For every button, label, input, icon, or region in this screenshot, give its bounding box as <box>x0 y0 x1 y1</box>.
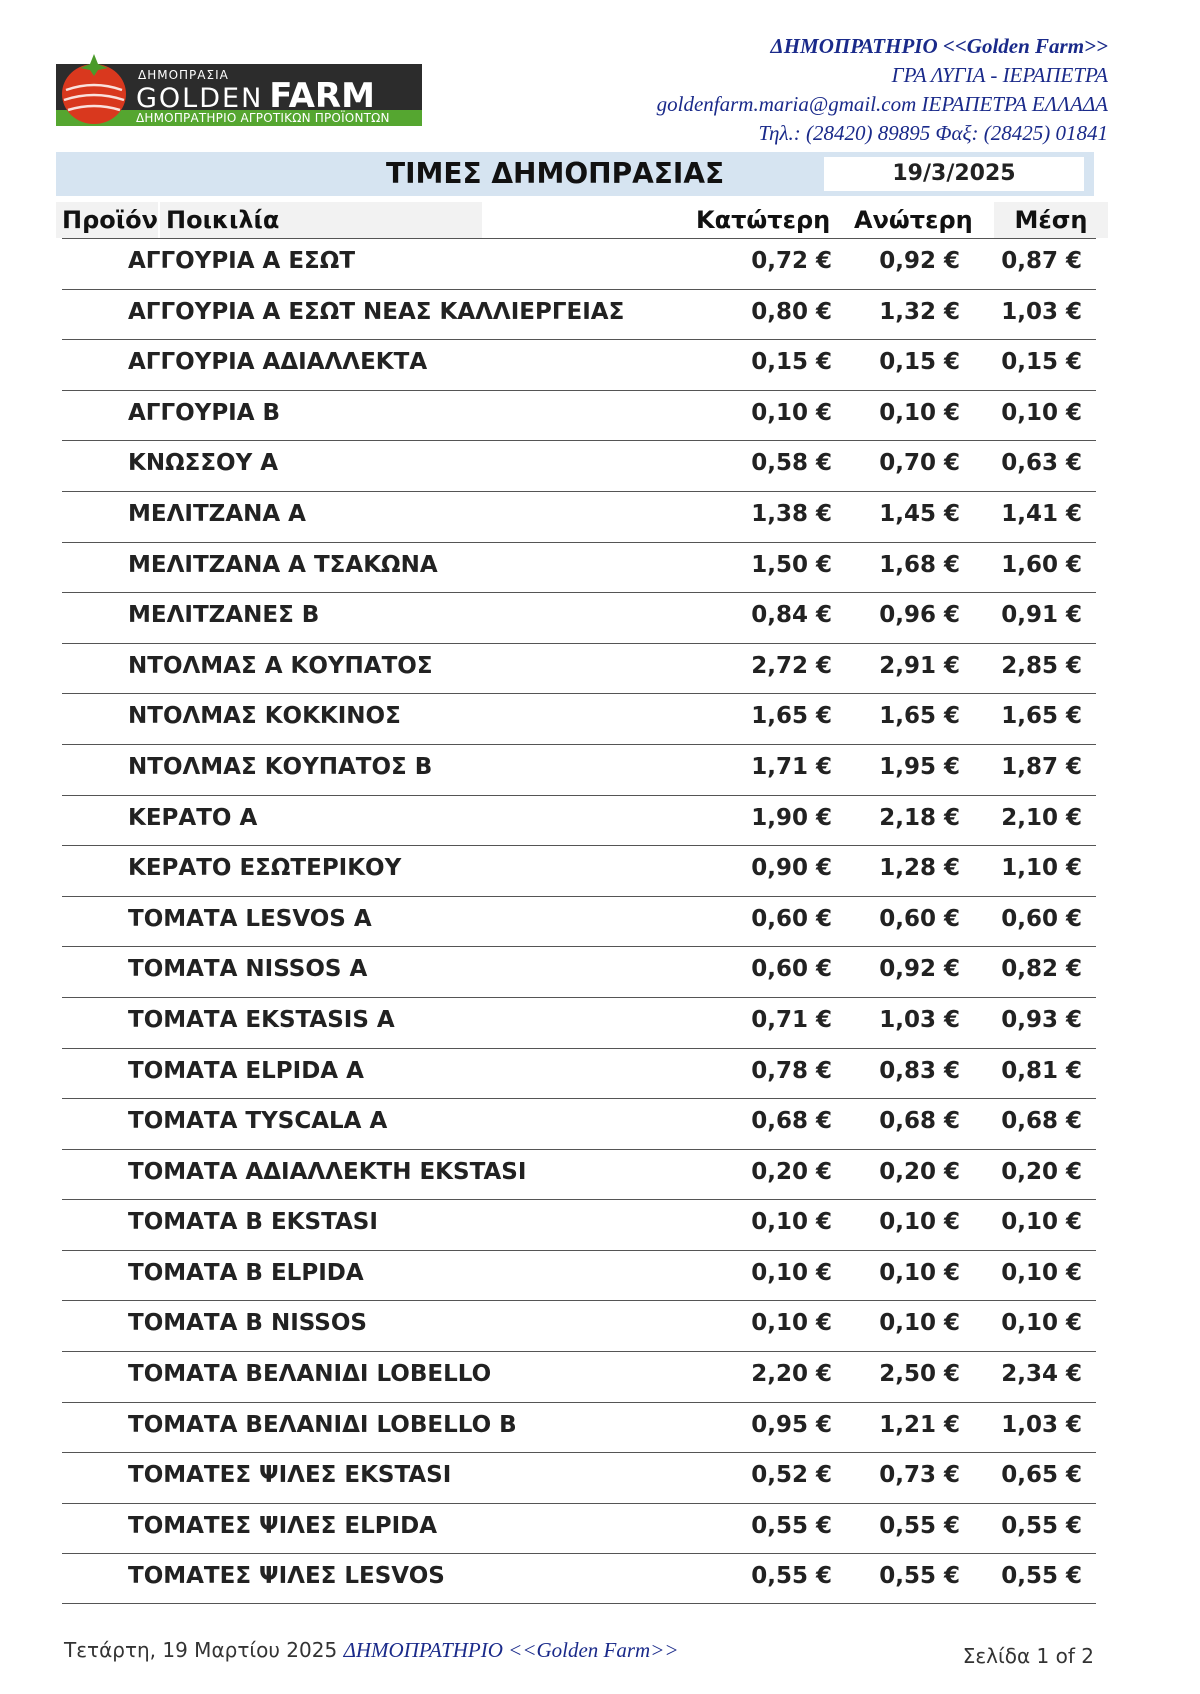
table-row <box>62 1048 1096 1099</box>
report-title-bar <box>56 152 1094 196</box>
cell-low: 0,10 € <box>751 1259 832 1286</box>
report-date: 19/3/2025 <box>824 157 1084 191</box>
cell-variety: ΚΕΡΑΤΟ ΕΣΩΤΕΡΙΚΟΥ <box>128 855 402 882</box>
cell-variety: ΤΟΜΑΤΑ ΑΔΙΑΛΛΕΚΤΗ EKSTASI <box>128 1158 527 1185</box>
cell-low: 2,72 € <box>751 652 832 679</box>
cell-high: 0,70 € <box>879 450 960 477</box>
footer-date: Τετάρτη, 19 Μαρτίου 2025 <box>64 1638 338 1662</box>
cell-variety: ΤΟΜΑΤΑ B EKSTASI <box>128 1209 378 1236</box>
cell-avg: 0,10 € <box>1001 399 1082 426</box>
contact-email: goldenfarm.maria@gmail.com ΙΕΡΑΠΕΤΡΑ ΕΛΛΑΔΑ <box>656 92 1108 116</box>
cell-low: 1,65 € <box>751 703 832 730</box>
cell-avg: 0,10 € <box>1001 1209 1082 1236</box>
cell-avg: 0,93 € <box>1001 1006 1082 1033</box>
page-footer <box>64 1638 1094 1678</box>
header-variety: Ποικιλία <box>160 202 482 238</box>
cell-avg: 0,65 € <box>1001 1462 1082 1489</box>
table-row <box>62 795 1096 846</box>
table-row <box>62 1250 1096 1301</box>
cell-variety: ΚΝΩΣΣΟΥ Α <box>128 450 279 477</box>
cell-high: 0,96 € <box>879 602 960 629</box>
table-row <box>62 643 1096 694</box>
cell-high: 0,73 € <box>879 1462 960 1489</box>
cell-low: 2,20 € <box>751 1361 832 1388</box>
table-row <box>62 1199 1096 1250</box>
cell-low: 0,72 € <box>751 248 832 274</box>
cell-high: 1,32 € <box>879 298 960 325</box>
cell-avg: 0,20 € <box>1001 1158 1082 1185</box>
cell-high: 0,92 € <box>879 248 960 274</box>
cell-low: 1,71 € <box>751 753 832 780</box>
cell-high: 0,55 € <box>879 1512 960 1539</box>
cell-low: 0,95 € <box>751 1411 832 1438</box>
logo-small-text: ΔΗΜΟΠΡΑΣΙΑ <box>138 68 229 82</box>
contact-address: ΓΡΑ ΛΥΓΙΑ - ΙΕΡΑΠΕΤΡΑ <box>891 63 1108 87</box>
contact-block <box>657 32 1108 148</box>
cell-avg: 0,82 € <box>1001 956 1082 983</box>
table-row <box>62 1300 1096 1351</box>
table-row <box>62 1503 1096 1554</box>
table-row <box>62 1098 1096 1149</box>
cell-low: 0,78 € <box>751 1057 832 1084</box>
cell-low: 1,90 € <box>751 804 832 831</box>
cell-high: 0,60 € <box>879 905 960 932</box>
cell-low: 0,10 € <box>751 1209 832 1236</box>
cell-avg: 1,60 € <box>1001 551 1082 578</box>
table-row <box>62 693 1096 744</box>
cell-high: 1,28 € <box>879 855 960 882</box>
cell-high: 0,20 € <box>879 1158 960 1185</box>
table-row <box>62 1149 1096 1200</box>
table-row <box>62 946 1096 997</box>
table-row <box>62 896 1096 947</box>
cell-high: 2,50 € <box>879 1361 960 1388</box>
footer-org: ΔΗΜΟΠΡΑΤΗΡΙΟ <<Golden Farm>> <box>343 1638 679 1662</box>
cell-variety: ΑΓΓΟΥΡΙΑ Α ΕΣΩΤ ΝΕΑΣ ΚΑΛΛΙΕΡΓΕΙΑΣ <box>128 298 625 325</box>
cell-avg: 0,81 € <box>1001 1057 1082 1084</box>
cell-low: 0,60 € <box>751 905 832 932</box>
table-row <box>62 744 1096 795</box>
cell-high: 1,03 € <box>879 1006 960 1033</box>
cell-high: 0,68 € <box>879 1108 960 1135</box>
cell-variety: ΤΟΜΑΤΑ B NISSOS <box>128 1310 367 1337</box>
cell-high: 1,45 € <box>879 500 960 527</box>
cell-variety: ΝΤΟΛΜΑΣ Α ΚΟΥΠΑΤΟΣ <box>128 652 433 679</box>
table-row <box>62 542 1096 593</box>
cell-high: 0,10 € <box>879 1209 960 1236</box>
cell-variety: ΝΤΟΛΜΑΣ ΚΟΚΚΙΝΟΣ <box>128 703 401 730</box>
cell-avg: 1,03 € <box>1001 1411 1082 1438</box>
cell-variety: ΑΓΓΟΥΡΙΑ Α ΕΣΩΤ <box>128 248 356 274</box>
cell-low: 0,68 € <box>751 1108 832 1135</box>
company-logo <box>56 50 422 126</box>
cell-avg: 0,15 € <box>1001 349 1082 376</box>
table-row <box>62 1402 1096 1453</box>
cell-avg: 0,55 € <box>1001 1563 1082 1590</box>
cell-avg: 0,68 € <box>1001 1108 1082 1135</box>
contact-title: ΔΗΜΟΠΡΑΤΗΡΙΟ <<Golden Farm>> <box>770 34 1108 58</box>
cell-low: 1,50 € <box>751 551 832 578</box>
cell-high: 2,91 € <box>879 652 960 679</box>
table-row <box>62 1553 1096 1604</box>
cell-low: 0,20 € <box>751 1158 832 1185</box>
table-row <box>62 390 1096 441</box>
cell-high: 0,92 € <box>879 956 960 983</box>
cell-avg: 0,10 € <box>1001 1310 1082 1337</box>
cell-variety: ΤΟΜΑΤΑ LESVOS A <box>128 905 372 932</box>
cell-variety: ΤΟΜΑΤΕΣ ΨΙΛΕΣ EKSTASI <box>128 1462 452 1489</box>
cell-variety: ΜΕΛΙΤΖΑΝΑ Α <box>128 500 306 527</box>
table-header <box>56 202 1108 238</box>
table-row <box>62 1452 1096 1503</box>
logo-brand <box>136 76 375 116</box>
header-low: Κατώτερη <box>696 202 836 238</box>
cell-variety: ΤΟΜΑΤΕΣ ΨΙΛΕΣ LESVOS <box>128 1563 445 1590</box>
table-row <box>62 491 1096 542</box>
cell-low: 0,55 € <box>751 1512 832 1539</box>
table-row <box>62 1351 1096 1402</box>
cell-high: 0,83 € <box>879 1057 960 1084</box>
cell-low: 0,90 € <box>751 855 832 882</box>
cell-low: 0,10 € <box>751 399 832 426</box>
cell-variety: ΤΟΜΑΤΑ NISSOS A <box>128 956 368 983</box>
table-row <box>62 997 1096 1048</box>
cell-variety: ΤΟΜΑΤΑ B ELPIDA <box>128 1259 364 1286</box>
tomato-icon <box>56 50 132 126</box>
cell-low: 0,52 € <box>751 1462 832 1489</box>
cell-variety: ΜΕΛΙΤΖΑΝΕΣ Β <box>128 602 320 629</box>
cell-low: 0,80 € <box>751 298 832 325</box>
table-row <box>62 339 1096 390</box>
logo-brand-golden: GOLDEN <box>136 83 264 114</box>
cell-variety: ΚΕΡΑΤΟ Α <box>128 804 258 831</box>
cell-avg: 0,10 € <box>1001 1259 1082 1286</box>
cell-variety: ΤΟΜΑΤΑ EKSTASIS A <box>128 1006 395 1033</box>
cell-avg: 1,03 € <box>1001 298 1082 325</box>
cell-variety: ΤΟΜΑΤΑ ΒΕΛΑΝΙΔΙ LOBELLO B <box>128 1411 517 1438</box>
cell-variety: ΑΓΓΟΥΡΙΑ Β <box>128 399 281 426</box>
table-row <box>62 845 1096 896</box>
cell-variety: ΝΤΟΛΜΑΣ ΚΟΥΠΑΤΟΣ Β <box>128 753 433 780</box>
cell-high: 0,10 € <box>879 1259 960 1286</box>
footer-page-number: Σελίδα 1 of 2 <box>962 1644 1094 1668</box>
cell-high: 1,21 € <box>879 1411 960 1438</box>
cell-low: 0,10 € <box>751 1310 832 1337</box>
cell-high: 1,68 € <box>879 551 960 578</box>
cell-low: 0,15 € <box>751 349 832 376</box>
cell-avg: 0,91 € <box>1001 602 1082 629</box>
header-high: Ανώτερη <box>854 202 984 238</box>
cell-variety: ΜΕΛΙΤΖΑΝΑ Α ΤΣΑΚΩΝΑ <box>128 551 438 578</box>
logo-brand-farm: FARM <box>269 76 375 116</box>
cell-avg: 2,85 € <box>1001 652 1082 679</box>
cell-avg: 1,41 € <box>1001 500 1082 527</box>
cell-high: 2,18 € <box>879 804 960 831</box>
cell-high: 1,65 € <box>879 703 960 730</box>
cell-high: 0,55 € <box>879 1563 960 1590</box>
cell-variety: ΤΟΜΑΤΕΣ ΨΙΛΕΣ ELPIDA <box>128 1512 438 1539</box>
cell-avg: 0,55 € <box>1001 1512 1082 1539</box>
table-row <box>62 440 1096 491</box>
table-row <box>62 289 1096 340</box>
footer-left <box>64 1638 679 1663</box>
cell-variety: ΤΟΜΑΤΑ ΒΕΛΑΝΙΔΙ LOBELLO <box>128 1361 492 1388</box>
table-row <box>62 238 1096 289</box>
cell-high: 0,10 € <box>879 1310 960 1337</box>
cell-low: 0,55 € <box>751 1563 832 1590</box>
cell-avg: 0,60 € <box>1001 905 1082 932</box>
cell-low: 1,38 € <box>751 500 832 527</box>
cell-variety: ΤΟΜΑΤΑ TYSCALA A <box>128 1108 388 1135</box>
price-table-body <box>62 238 1096 1604</box>
cell-avg: 0,63 € <box>1001 450 1082 477</box>
cell-avg: 1,65 € <box>1001 703 1082 730</box>
cell-low: 0,71 € <box>751 1006 832 1033</box>
report-title: ΤΙΜΕΣ ΔΗΜΟΠΡΑΣΙΑΣ <box>386 157 725 190</box>
header-product: Προϊόν <box>56 202 158 238</box>
cell-avg: 1,10 € <box>1001 855 1082 882</box>
cell-high: 1,95 € <box>879 753 960 780</box>
table-row <box>62 592 1096 643</box>
cell-low: 0,60 € <box>751 956 832 983</box>
header-avg: Μέση <box>994 202 1108 238</box>
cell-variety: ΤΟΜΑΤΑ ELPIDA A <box>128 1057 364 1084</box>
cell-low: 0,58 € <box>751 450 832 477</box>
logo-tagline: ΔΗΜΟΠΡΑΤΗΡΙΟ ΑΓΡΟΤΙΚΩΝ ΠΡΟΪΟΝΤΩΝ <box>136 111 390 125</box>
cell-avg: 0,87 € <box>1001 248 1082 274</box>
cell-avg: 1,87 € <box>1001 753 1082 780</box>
cell-high: 0,15 € <box>879 349 960 376</box>
cell-avg: 2,10 € <box>1001 804 1082 831</box>
cell-variety: ΑΓΓΟΥΡΙΑ ΑΔΙΑΛΛΕΚΤΑ <box>128 349 428 376</box>
cell-low: 0,84 € <box>751 602 832 629</box>
cell-high: 0,10 € <box>879 399 960 426</box>
contact-phone: Τηλ.: (28420) 89895 Φαξ: (28425) 01841 <box>758 121 1108 145</box>
cell-avg: 2,34 € <box>1001 1361 1082 1388</box>
